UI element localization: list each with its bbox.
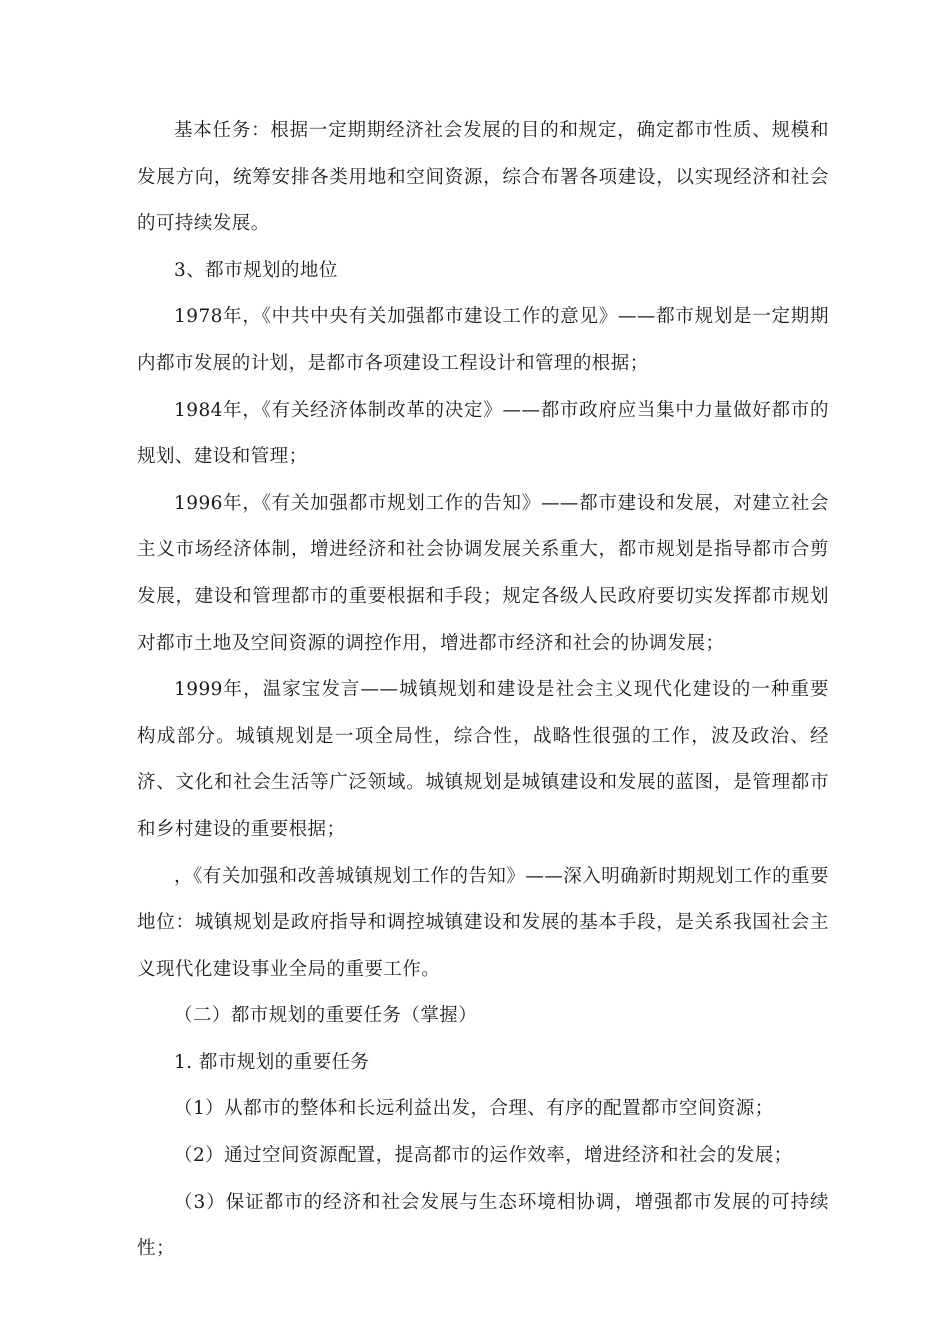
- document-body: [137, 108, 829, 1273]
- heading-main-tasks: （二）都市规划的重要任务（掌握）: [174, 1005, 478, 1027]
- heading-planning-status: 3、都市规划的地位: [174, 259, 338, 281]
- paragraph-notice: ，《有关加强和改善城镇规划工作的告知》——深入明确新时期规划工作的重要地位：城镇规划是政府指导和调控城镇建设和发展的基本手段，是关系我国社会主义现代化建设事业全局的重要工作。: [137, 865, 829, 980]
- list-item-task-2: （2）通过空间资源配置，提高都市的运作效率，增进经济和社会的发展；: [174, 1145, 793, 1167]
- paragraph-1978: 1978年，《中共中央有关加强都市建设工作的意见》——都市规划是一定期期内都市发展的计划，是都市各项建设工程设计和管理的根据；: [137, 306, 829, 374]
- list-item-task-3: （3）保证都市的经济和社会发展与生态环境相协调，增强都市发展的可持续性；: [137, 1191, 829, 1260]
- subheading-main-tasks: 1. 都市规划的重要任务: [174, 1051, 370, 1073]
- paragraph-1999: 1999年，温家宝发言——城镇规划和建设是社会主义现代化建设的一种重要构成部分。城镇规划是一项全局性，综合性，战略性很强的工作，波及政治、经济、文化和社会生活等广泛领域。城镇规划是城镇建设和发展的蓝图，是管理都市和乡村建设的重要根据；: [137, 679, 829, 840]
- paragraph-1984: 1984年，《有关经济体制改革的决定》——都市政府应当集中力量做好都市的规划、建设和管理；: [137, 399, 829, 468]
- list-item-task-1: （1）从都市的整体和长远利益出发，合理、有序的配置都市空间资源；: [174, 1098, 774, 1120]
- paragraph-basic-task: 基本任务：根据一定期期经济社会发展的目的和规定，确定都市性质、规模和发展方向，统筹安排各类用地和空间资源，综合布署各项建设，以实现经济和社会的可持续发展。: [137, 120, 829, 235]
- paragraph-1996: 1996年，《有关加强都市规划工作的告知》——都市建设和发展，对建立社会主义市场经济体制，增进经济和社会协调发展关系重大，都市规划是指导都市合剪发展，建设和管理都市的重要根据和手段；规定各级人民政府要切实发挥都市规划对都市土地及空间资源的调控作用，增进都市经济和社会的协调发展；: [137, 492, 829, 654]
